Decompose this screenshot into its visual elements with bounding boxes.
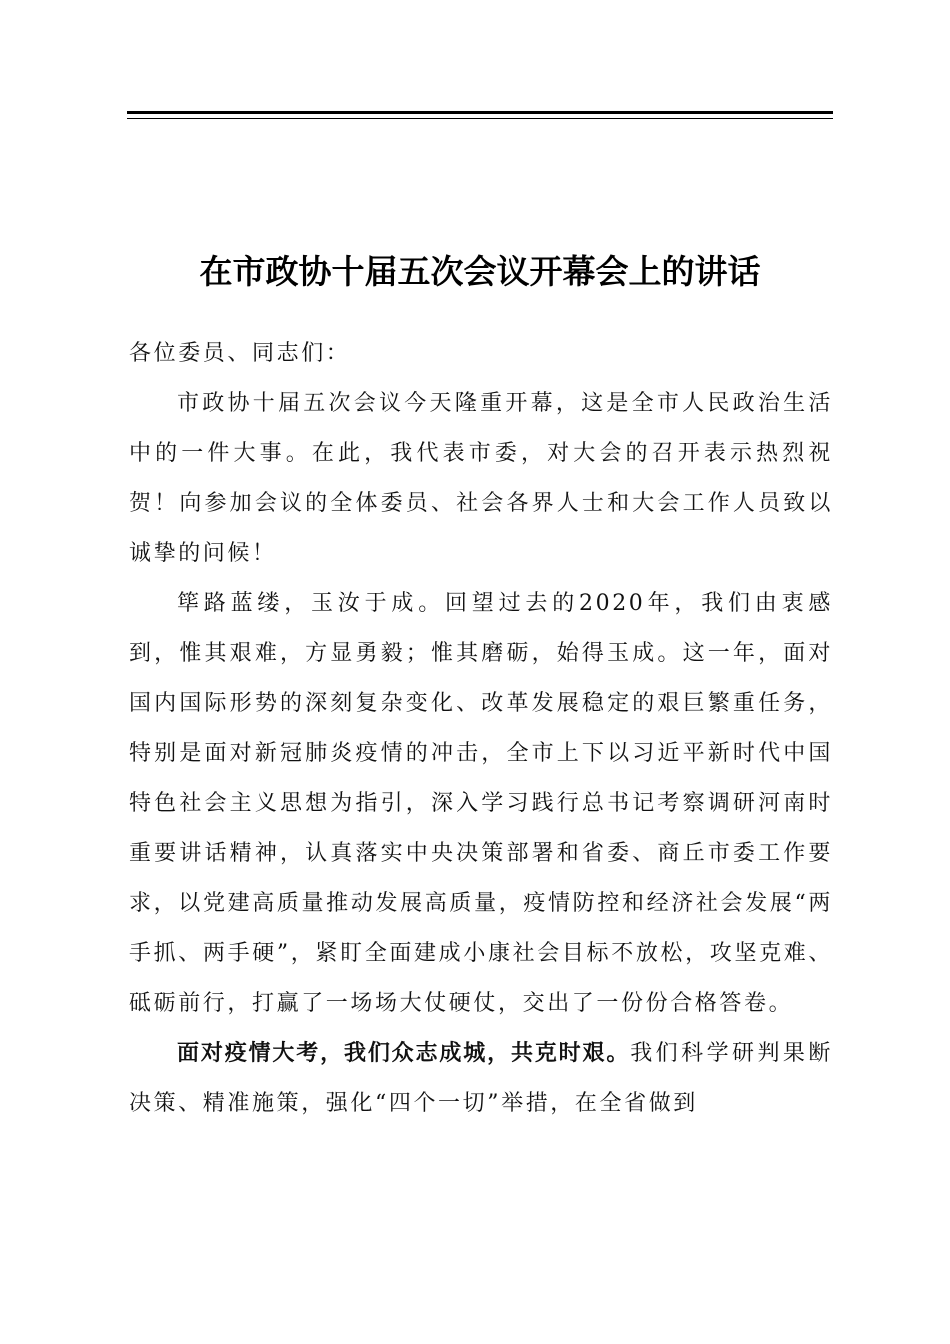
paragraph-2-text: 筚路蓝缕，玉汝于成。回望过去的2020年，我们由衷感到，惟其艰难，方显勇毅；惟其磨砺，始得玉成。这一年，面对国内国际形势的深刻复杂变化、改革发展稳定的艰巨繁重任务，特别是面对新冠肺炎疫情的冲击，全市上下以习近平新时代中国特色社会主义思想为指引，深入学习践行总书记考察调研河南时重要讲话精神，认真落实中央决策部署和省委、商丘市委工作要求，以党建高质量推动发展高质量，疫情防控和经济社会发展“两手抓、两手硬”，紧盯全面建成小康社会目标不放松，攻坚克难、砥砺前行，打赢了一场场大仗硬仗，交出了一份份合格答卷。: [129, 591, 833, 1016]
header-rule-thin: [127, 118, 833, 119]
paragraph-3-text: 我们科学研判果断决策、精准施策，强化“四个一切”举措，在全省做到: [129, 1041, 833, 1116]
header-rule-thick: [127, 111, 833, 114]
paragraph-1-text: 市政协十届五次会议今天隆重开幕，这是全市人民政治生活中的一件大事。在此，我代表市委，对大会的召开表示热烈祝贺！向参加会议的全体委员、社会各界人士和大会工作人员致以诚挚的问候！: [129, 391, 833, 566]
paragraph-3: [129, 1029, 833, 1129]
paragraph-2: [129, 579, 833, 1029]
document-title: 在市政协十届五次会议开幕会上的讲话: [199, 252, 761, 292]
paragraph-1: [129, 379, 833, 579]
salutation: 各位委员、同志们：: [129, 341, 351, 366]
paragraph-3-lead: 面对疫情大考，我们众志成城，共克时艰。: [177, 1041, 631, 1066]
document-body: [129, 329, 833, 1129]
